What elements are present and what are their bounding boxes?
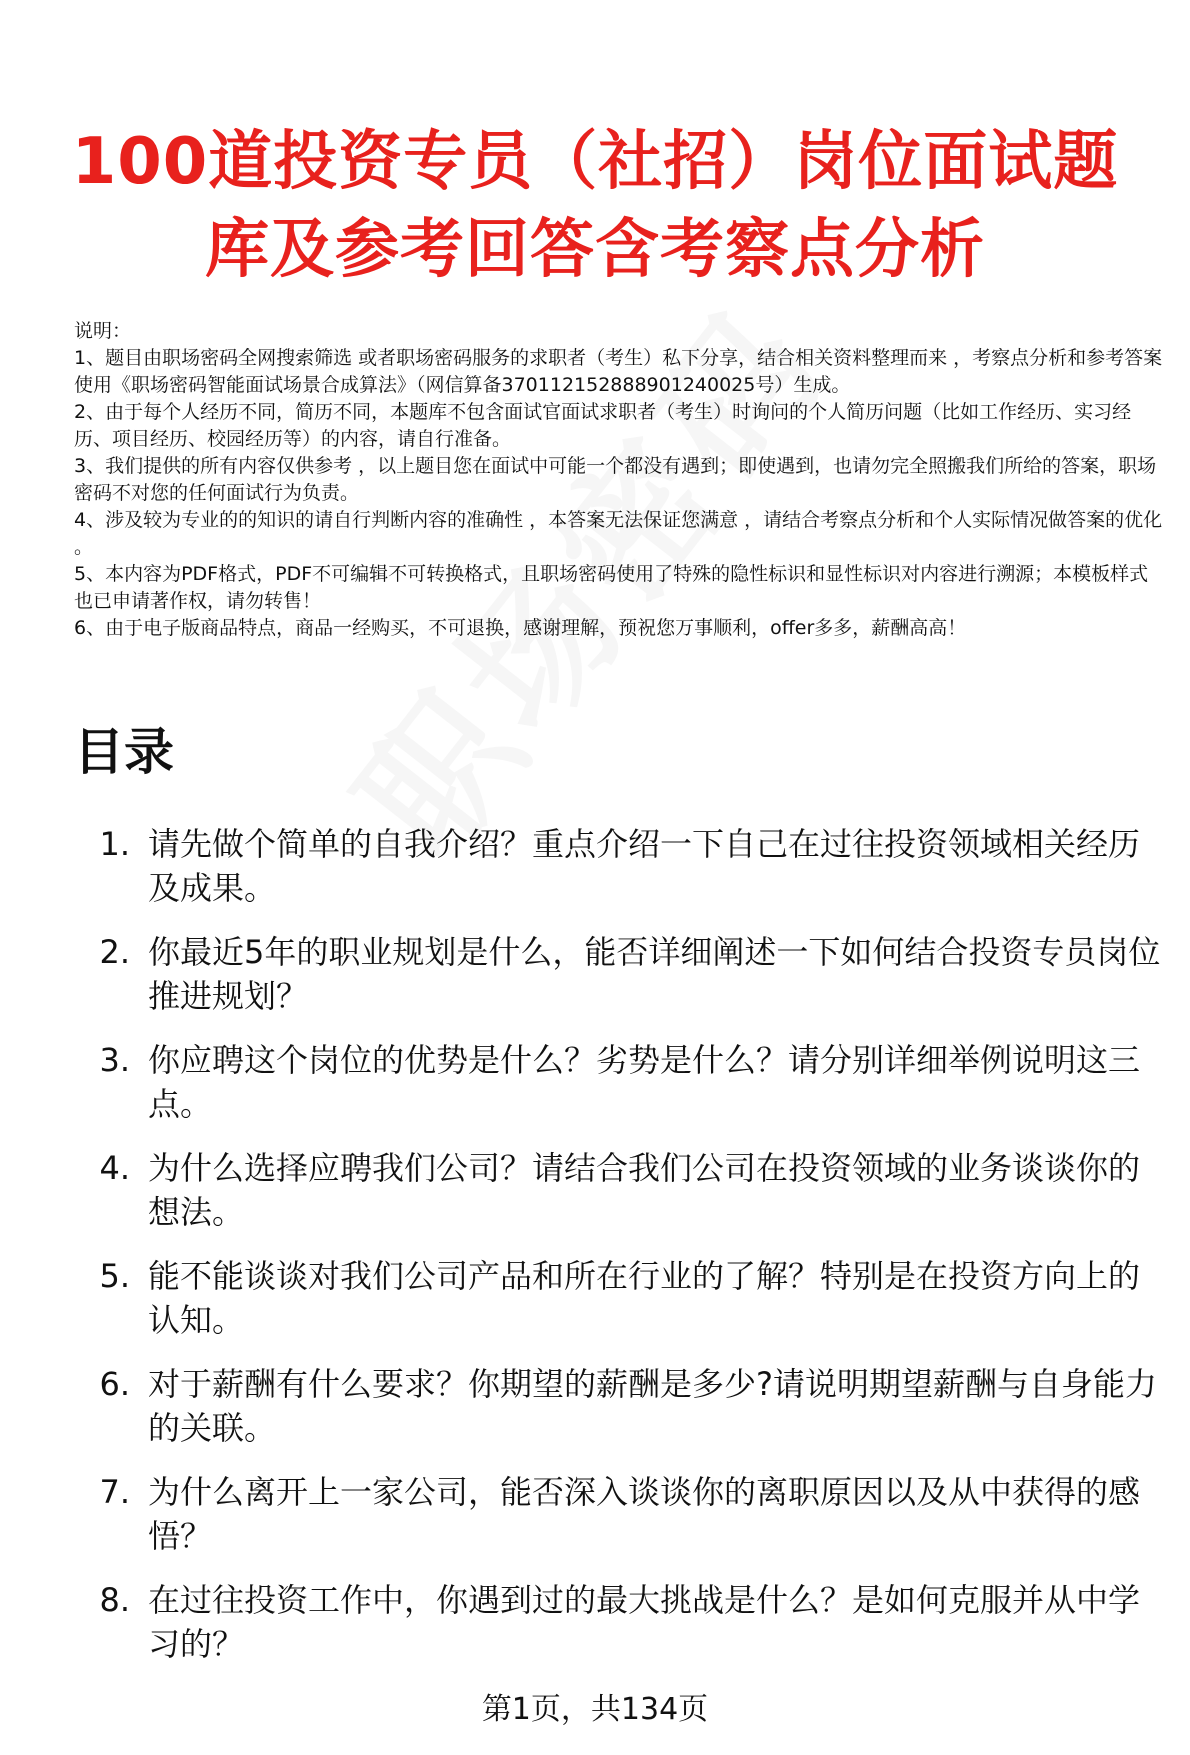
note-item: 2、由于每个人经历不同，简历不同，本题库不包含面试官面试求职者（考生）时询问的个人简历问题（比如工作经历、实习经历、项目经历、校园经历等）的内容，请自行准备。: [74, 401, 1132, 450]
note-item: 6、由于电子版商品特点，商品一经购买，不可退换，感谢理解，预祝您万事顺利，offer多多，薪酬高高！: [74, 617, 967, 639]
toc-item-number: 7.: [99, 1473, 130, 1511]
toc-item-number: 6.: [99, 1365, 130, 1403]
toc-item-text: 你最近5年的职业规划是什么，能否详细阐述一下如何结合投资专员岗位推进规划？: [148, 933, 1161, 1015]
page-title: [40, 118, 1150, 294]
toc-item-number: 8.: [99, 1581, 130, 1619]
note-item: 3、我们提供的所有内容仅供参考 ，以上题目您在面试中可能一个都没有遇到；即使遇到，也请勿完全照搬我们所给的答案，职场密码不对您的任何面试行为负责。: [74, 455, 1157, 504]
toc-item-number: 3.: [99, 1041, 130, 1079]
note-item: 4、涉及较为专业的的知识的请自行判断内容的准确性 ，本答案无法保证您满意 ，请结合考察点分析和个人实际情况做答案的优化 。: [74, 509, 1163, 558]
toc-item-text: 在过往投资工作中，你遇到过的最大挑战是什么？是如何克服并从中学习的？: [148, 1581, 1141, 1663]
toc-item[interactable]: [74, 1146, 1166, 1234]
notes-section: [74, 318, 1164, 642]
toc-item-text: 你应聘这个岗位的优势是什么？劣势是什么？请分别详细举例说明这三点。: [148, 1041, 1141, 1123]
toc-item-number: 1.: [99, 825, 130, 863]
toc-list: [74, 822, 1166, 1686]
toc-item[interactable]: [74, 1038, 1166, 1126]
toc-item[interactable]: [74, 1362, 1166, 1450]
toc-item-number: 5.: [99, 1257, 130, 1295]
title-line-2: 库及参考回答含考察点分析: [205, 213, 985, 287]
title-line-1: 100道投资专员（社招）岗位面试题: [71, 125, 1119, 199]
page-footer: 第1页，共134页: [481, 1692, 709, 1727]
toc-item[interactable]: [74, 1578, 1166, 1666]
toc-item-text: 对于薪酬有什么要求？你期望的薪酬是多少?请说明期望薪酬与自身能力的关联。: [148, 1365, 1157, 1447]
note-item: 5、本内容为PDF格式，PDF不可编辑不可转换格式，且职场密码使用了特殊的隐性标识和显性标识对内容进行溯源；本模板样式也已申请著作权，请勿转售！: [74, 563, 1149, 612]
notes-heading: 说明：: [74, 320, 132, 342]
toc-item[interactable]: [74, 930, 1166, 1018]
toc-item[interactable]: [74, 1470, 1166, 1558]
toc-item-number: 2.: [99, 933, 130, 971]
toc-item[interactable]: [74, 1254, 1166, 1342]
toc-heading: 目录: [74, 723, 174, 781]
note-item: 1、题目由职场密码全网搜索筛选 或者职场密码服务的求职者（考生）私下分享，结合相关资料整理而来 ，考察点分析和参考答案使用《职场密码智能面试场景合成算法》（网信算备370112152888901240025号）生成。: [74, 347, 1163, 396]
toc-item-text: 为什么选择应聘我们公司？请结合我们公司在投资领域的业务谈谈你的想法。: [148, 1149, 1141, 1231]
toc-item-text: 为什么离开上一家公司，能否深入谈谈你的离职原因以及从中获得的感悟？: [148, 1473, 1141, 1555]
toc-item[interactable]: [74, 822, 1166, 910]
toc-item-text: 能不能谈谈对我们公司产品和所在行业的了解？特别是在投资方向上的认知。: [148, 1257, 1141, 1339]
toc-item-number: 4.: [99, 1149, 130, 1187]
toc-item-text: 请先做个简单的自我介绍？重点介绍一下自己在过往投资领域相关经历及成果。: [148, 825, 1141, 907]
